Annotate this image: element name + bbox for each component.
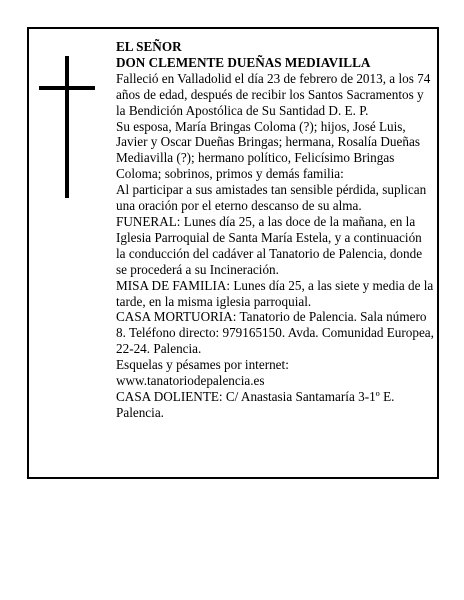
obituary-notice [27,27,439,479]
internet-condolences: Esquelas y pésames por internet: www.tanatoriodepalencia.es [116,357,289,389]
family-home-address: CASA DOLIENTE: C/ Anastasia Santamaría 3-1º E. Palencia. [116,388,395,420]
funeral-home-info: CASA MORTUORIA: Tanatorio de Palencia. Sala número 8. Teléfono directo: 979165150. Avda. Comunidad Europea, 22-24. Palencia. [116,309,434,357]
family-list: Su esposa, María Bringas Coloma (?); hijos, José Luis, Javier y Oscar Dueñas Bringas; hermana, Rosalía Dueñas Mediavilla (?); hermano político, Felicísimo Bringas Coloma; sobrinos, primos y demás familia: [116,118,420,182]
notice-heading-name: DON CLEMENTE DUEÑAS MEDIAVILLA [116,54,371,70]
death-announcement: Falleció en Valladolid el día 23 de febrero de 2013, a los 74 años de edad, después de recibir los Santos Sacramentos y la Bendición Apostólica de Su Santidad D. E. P. [116,70,431,118]
funeral-info: FUNERAL: Lunes día 25, a las doce de la mañana, en la Iglesia Parroquial de Santa María Estela, y a continuación la conducción del cadáver al Tanatorio de Palencia, donde se procederá a su Incineración. [116,213,423,277]
cross-icon [39,56,95,198]
notice-heading-title: EL SEÑOR [116,39,182,54]
family-mass-info: MISA DE FAMILIA: Lunes día 25, a las siete y media de la tarde, en la misma iglesia parroquial. [116,277,434,309]
notice-text [116,39,434,421]
prayer-request: Al participar a sus amistades tan sensible pérdida, suplican una oración por el eterno descanso de su alma. [116,182,427,214]
